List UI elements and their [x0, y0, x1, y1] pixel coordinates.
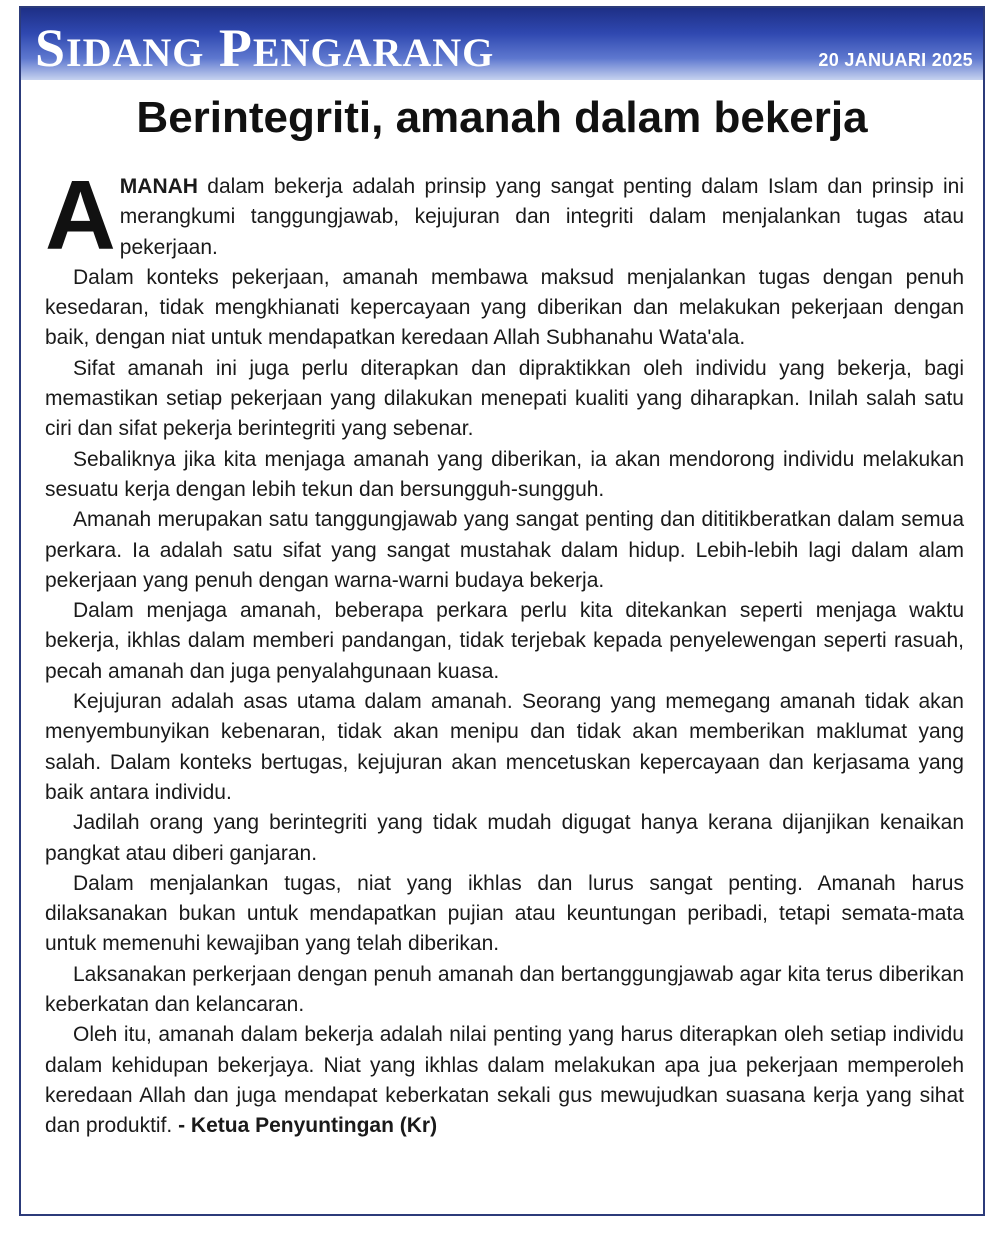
masthead-banner: [21, 8, 983, 80]
article-frame: [19, 6, 985, 1216]
masthead-title: SIDANG PENGARANG: [35, 18, 495, 78]
paragraph: Laksanakan perkerjaan dengan penuh amanah dan bertanggungjawab agar kita terus diberikan keberkatan dan kelancaran.: [45, 962, 964, 1017]
paragraph: Sebaliknya jika kita menjaga amanah yang diberikan, ia akan mendorong individu melakukan sesuatu kerja dengan lebih tekun dan bersungguh-sungguh.: [45, 447, 964, 501]
paragraph-lead: [45, 160, 964, 270]
paragraph: Sifat amanah ini juga perlu diterapkan dan dipraktikkan oleh individu yang bekerja, bagi memastikan setiap pekerjaan yang dilakukan menepati kualiti yang diharapkan. Inilah salah satu ciri dan sifat pekerja berintegriti yang sebenar.: [45, 356, 964, 441]
article-body: [45, 160, 964, 1142]
author-signature: - Ketua Penyuntingan (Kr): [178, 1114, 438, 1138]
lead-text: dalam bekerja adalah prinsip yang sangat penting dalam Islam dan prinsip ini merangkumi tanggungjawab, kejujuran dan integriti dalam menjalankan tugas atau pekerjaan.: [119, 175, 964, 259]
paragraph: Dalam menjaga amanah, beberapa perkara perlu kita ditekankan seperti menjaga waktu bekerja, ikhlas dalam memberi pandangan, tidak terjebak kepada penyelewengan seperti rasuah, pecah amanah dan juga penyalahgunaan kuasa.: [45, 599, 964, 683]
paragraph: Amanah merupakan satu tanggungjawab yang sangat penting dan dititikberatkan dalam semua perkara. Ia adalah satu sifat yang sangat mustahak dalam hidup. Lebih-lebih lagi dalam alam pekerjaan yang penuh dengan warna-warni budaya bekerja.: [45, 508, 964, 592]
headline: Berintegriti, amanah dalam bekerja: [136, 93, 868, 142]
paragraph: Kejujuran adalah asas utama dalam amanah. Seorang yang memegang amanah tidak akan menyembunyikan kebenaran, tidak akan menipu dan tidak akan memberikan maklumat yang salah. Dalam konteks bertugas, kejujuran akan mencetuskan kepercayaan dan kerjasama yang baik antara individu.: [45, 690, 964, 804]
closing-text: Oleh itu, amanah dalam bekerja adalah nilai penting yang harus diterapkan oleh setiap individu dalam kehidupan bekerjaya. Niat yang ikhlas dalam melakukan apa jua pekerjaan memperoleh keredaan Allah dan juga mendapat keberkatan sekali gus mewujudkan suasana kerja yang sihat dan produktif.: [45, 1023, 964, 1138]
paragraph: Dalam menjalankan tugas, niat yang ikhlas dan lurus sangat penting. Amanah harus dilaksanakan bukan untuk mendapatkan pujian atau keuntungan peribadi, tetapi semata-mata untuk memenuhi kewajiban yang telah diberikan.: [45, 871, 964, 956]
paragraph: Dalam konteks pekerjaan, amanah membawa maksud menjalankan tugas dengan penuh kesedaran, tidak mengkhianati kepercayaan yang diberikan dan melakukan pekerjaan dengan baik, dengan niat untuk mendapatkan keredaan Allah Subhanahu Wata'ala.: [45, 265, 964, 350]
drop-cap: A: [45, 160, 116, 270]
paragraph-closing: [45, 1020, 964, 1141]
paragraph: Jadilah orang yang berintegriti yang tidak mudah digugat hanya kerana dijanjikan kenaikan pangkat atau diberi ganjaran.: [45, 811, 964, 865]
lead-word: MANAH: [119, 175, 198, 198]
issue-date: 20 JANUARI 2025: [818, 50, 973, 70]
